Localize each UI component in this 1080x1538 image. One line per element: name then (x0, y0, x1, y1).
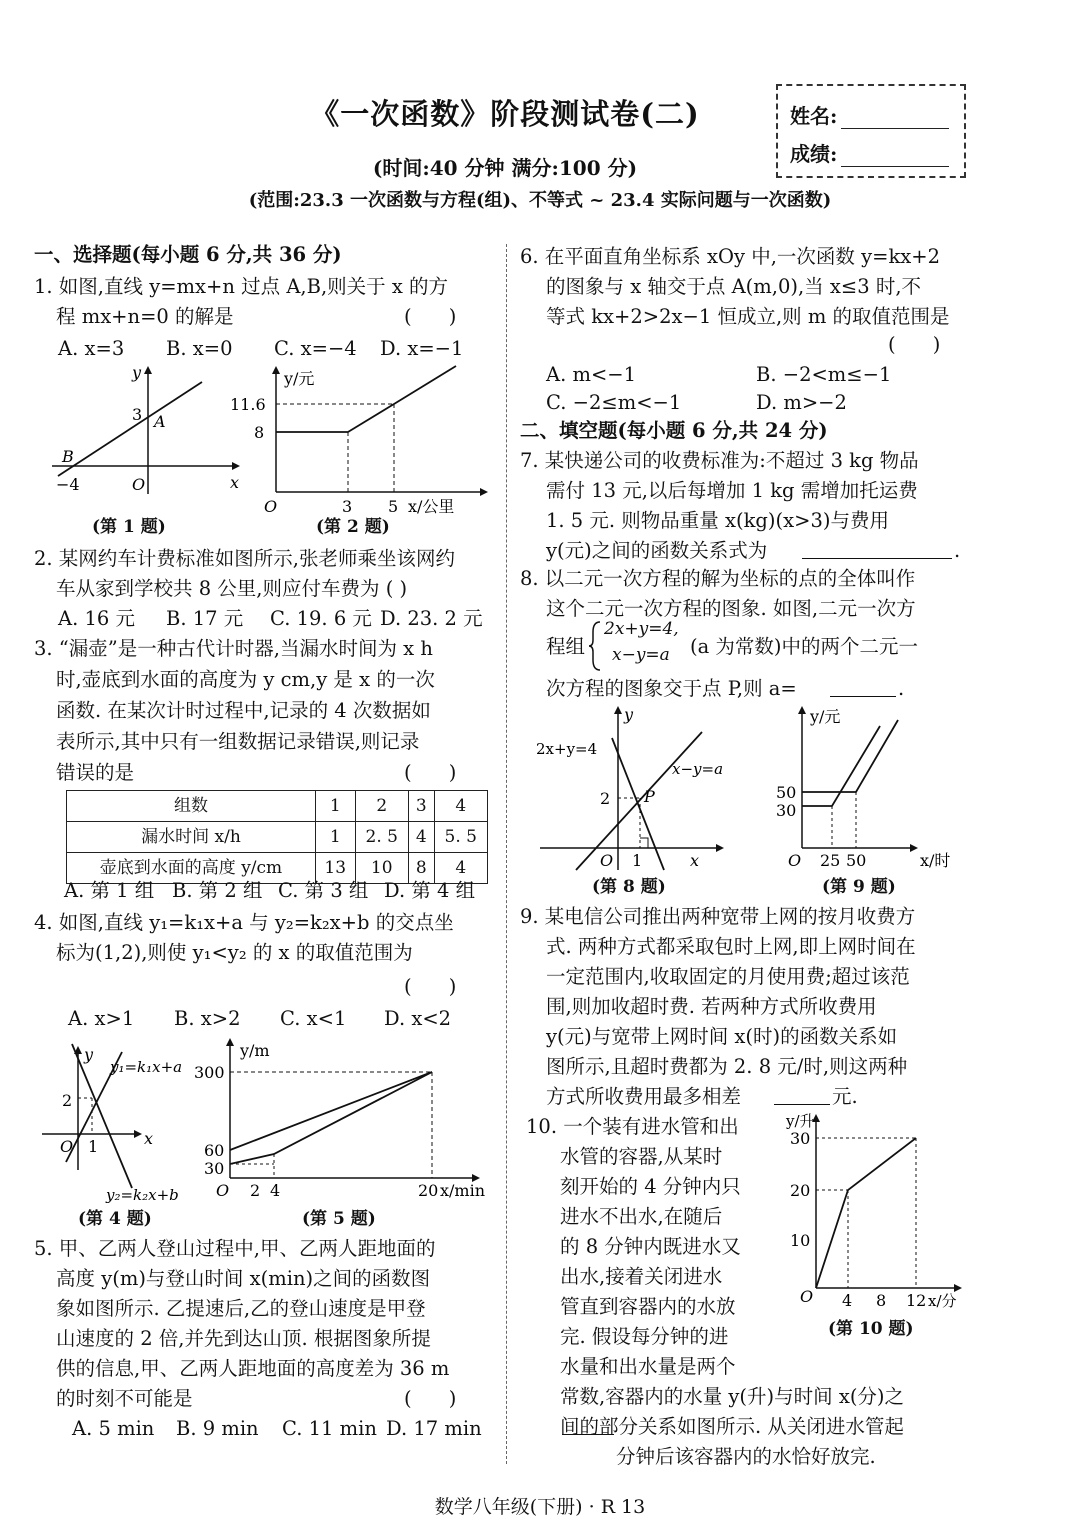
fig4-tick-1: 1 (88, 1137, 99, 1156)
q10-line8: 完. 假设每分钟的进 (560, 1325, 729, 1348)
q5-option-d[interactable]: D. 17 min (386, 1417, 482, 1440)
q8-brace (588, 620, 602, 672)
q8-line3a: 程组 (546, 635, 586, 658)
figure-4 (40, 1040, 210, 1205)
q5-line6: 的时刻不可能是 (56, 1387, 193, 1410)
q5-line1: 5. 甲、乙两人登山过程中,甲、乙两人距地面的 (34, 1237, 436, 1260)
fig10-tick-20: 20 (790, 1181, 811, 1200)
q4-option-c[interactable]: C. x<1 (280, 1007, 347, 1030)
fig8-tick-2: 2 (600, 789, 611, 808)
q10-line3: 刻开始的 4 分钟内只 (560, 1175, 741, 1198)
figure-5 (194, 1036, 498, 1201)
table-cell: 2. 5 (355, 822, 408, 853)
q5-line5: 供的信息,甲、乙两人距地面的高度差为 36 m (56, 1357, 450, 1380)
q10-answer-blank[interactable] (562, 1434, 614, 1435)
fig10-y-label: y/升 (786, 1112, 815, 1130)
q2-option-c[interactable]: C. 19. 6 元 (270, 607, 372, 630)
figure-1 (52, 364, 242, 504)
q8-answer-blank[interactable] (830, 696, 896, 697)
fig5-tick-4: 4 (270, 1181, 281, 1200)
q5-option-c[interactable]: C. 11 min (282, 1417, 377, 1440)
q9-caption: (第 9 题) (822, 877, 896, 897)
q10-line4: 进水不出水,在随后 (560, 1205, 723, 1228)
q7-line3: 1. 5 元. 则物品重量 x(kg)(x>3)与费用 (546, 509, 889, 532)
fig5-y-arrow (226, 1038, 234, 1046)
q3-line3: 函数. 在某次计时过程中,记录的 4 次数据如 (56, 699, 431, 722)
fig8-y-label: y (624, 705, 634, 724)
fig5-tick-30: 30 (204, 1159, 225, 1178)
table-cell: 4 (408, 822, 434, 853)
q5-line3: 象如图所示. 乙提速后,乙的登山速度是甲登 (56, 1297, 426, 1320)
q10-line10: 常数,容器内的水量 y(升)与时间 x(分)之 (560, 1385, 905, 1408)
fig4-x-arrow (134, 1130, 142, 1138)
q6-option-b[interactable]: B. −2<m≤−1 (756, 363, 892, 386)
q3-option-a[interactable]: A. 第 1 组 (64, 879, 155, 902)
fig9-y-label: y/元 (810, 707, 841, 726)
q8-eq2: x−y=a (612, 645, 670, 665)
fig8-label-eq2: x−y=a (672, 760, 724, 778)
fig9-tick-25: 25 (820, 851, 841, 870)
table-cell: 3 (408, 791, 434, 822)
q1-line1: 1. 如图,直线 y=mx+n 过点 A,B,则关于 x 的方 (34, 275, 449, 298)
fig10-tick-4: 4 (842, 1291, 853, 1310)
q1-option-d[interactable]: D. x=−1 (380, 337, 464, 360)
fig8-x-arrow (716, 844, 724, 852)
q4-caption: (第 4 题) (78, 1209, 152, 1229)
q1-line2: 程 mx+n=0 的解是 (56, 305, 234, 328)
q3-line1: 3. “漏壶”是一种古代计时器,当漏水时间为 x h (34, 637, 433, 660)
fig2-y-arrow (272, 366, 280, 374)
q9-line5: y(元)与宽带上网时间 x(时)的函数关系如 (546, 1025, 898, 1048)
q10-line1: 10. 一个装有进水管和出 (526, 1115, 739, 1138)
q4-option-a[interactable]: A. x>1 (68, 1007, 135, 1030)
fig9-tick-50: 50 (776, 783, 797, 802)
q3-option-c[interactable]: C. 第 3 组 (278, 879, 369, 902)
fig9-x-arrow (910, 844, 918, 852)
score-label: 成绩: (790, 142, 838, 166)
q4-answer-paren[interactable]: ( ) (404, 975, 457, 998)
q2-line2: 车从家到学校共 8 公里,则应付车费为 ( ) (56, 577, 408, 600)
q5-line2: 高度 y(m)与登山时间 x(min)之间的函数图 (56, 1267, 431, 1290)
page-title: 《一次函数》阶段测试卷(二) (310, 97, 700, 131)
fig1-tick-neg4: −4 (56, 475, 80, 494)
fig8-label-eq1: 2x+y=4 (536, 740, 598, 758)
fig10-x-label: x/分 (928, 1292, 957, 1310)
q7-line1: 7. 某快递公司的收费标准为:不超过 3 kg 物品 (520, 449, 919, 472)
fig9-tick-30: 30 (776, 801, 797, 820)
fig2-x-arrow (480, 488, 488, 496)
q10-line6: 出水,接着关闭进水 (560, 1265, 723, 1288)
figure-10 (776, 1108, 972, 1308)
q10-line12: 分钟后该容器内的水恰好放完. (616, 1445, 876, 1468)
fig10-tick-12: 12 (906, 1291, 927, 1310)
fig2-x-label: x/公里 (408, 497, 455, 516)
name-row (790, 100, 949, 129)
q9-unit: 元. (832, 1085, 858, 1108)
table-cell: 壶底到水面的高度 y/cm (67, 853, 316, 884)
q5-option-a[interactable]: A. 5 min (72, 1417, 155, 1440)
fig8-y-arrow (614, 706, 622, 714)
q4-option-b[interactable]: B. x>2 (174, 1007, 241, 1030)
fig9-line-b (802, 720, 898, 792)
fig2-tick-3: 3 (342, 497, 353, 516)
q5-option-b[interactable]: B. 9 min (176, 1417, 259, 1440)
fig4-x-label: x (144, 1129, 154, 1148)
fig5-tick-20: 20 (418, 1181, 439, 1200)
fig5-tick-2: 2 (250, 1181, 261, 1200)
fig10-tick-30: 30 (790, 1129, 811, 1148)
section2-title: 二、填空题(每小题 6 分,共 24 分) (520, 419, 828, 442)
fig2-tick-5: 5 (388, 497, 399, 516)
q4-line2: 标为(1,2),则使 y₁<y₂ 的 x 的取值范围为 (56, 941, 413, 964)
page-footer: 数学八年级(下册) · R 13 (434, 1496, 646, 1518)
q1-caption: (第 1 题) (92, 517, 166, 537)
q1-option-b[interactable]: B. x=0 (166, 337, 233, 360)
q5-line4: 山速度的 2 倍,并先到达山顶. 根据图象所提 (56, 1327, 431, 1350)
fig10-tick-8: 8 (876, 1291, 887, 1310)
q5-caption: (第 5 题) (302, 1209, 376, 1229)
q9-line3: 一定范围内,收取固定的月使用费;超过该范 (546, 965, 910, 988)
fig1-origin: O (132, 475, 146, 494)
fig2-tick-11-6: 11.6 (230, 395, 266, 414)
q3-option-b[interactable]: B. 第 2 组 (172, 879, 263, 902)
q1-option-c[interactable]: C. x=−4 (274, 337, 357, 360)
table-cell: 13 (316, 853, 356, 884)
q9-line2: 式. 两种方式都采取包时上网,即上网时间在 (546, 935, 916, 958)
score-row (790, 138, 949, 167)
score-blank[interactable] (841, 148, 949, 167)
q6-option-a[interactable]: A. m<−1 (546, 363, 637, 386)
q9-line1: 9. 某电信公司推出两种宽带上网的按月收费方 (520, 905, 916, 928)
q6-answer-paren[interactable]: ( ) (888, 333, 941, 356)
q3-option-d[interactable]: D. 第 4 组 (384, 879, 476, 902)
left-column (34, 240, 494, 1490)
fig1-point-a: A (154, 412, 166, 431)
section1-title: 一、选择题(每小题 6 分,共 36 分) (34, 243, 342, 266)
fig2-origin: O (264, 497, 278, 516)
figure-8 (536, 702, 736, 872)
name-score-box (776, 84, 966, 178)
q3-line5: 错误的是 (56, 761, 135, 784)
table-row (67, 791, 488, 822)
q8-period: . (898, 677, 905, 700)
fig10-line (816, 1138, 916, 1288)
fig9-line-a (802, 726, 880, 806)
table-cell: 4 (434, 791, 487, 822)
name-label: 姓名: (790, 104, 838, 128)
q2-option-a[interactable]: A. 16 元 (58, 607, 135, 630)
q8-line1: 8. 以二元一次方程的解为坐标的点的全体叫作 (520, 567, 916, 590)
q2-option-d[interactable]: D. 23. 2 元 (380, 607, 483, 630)
fig8-tick-1: 1 (632, 851, 643, 870)
fig4-label-y2: y₂=k₂x+b (106, 1186, 179, 1204)
right-column (520, 240, 970, 1490)
q10-line5: 的 8 分钟内既进水又 (560, 1235, 741, 1258)
table-cell: 组数 (67, 791, 316, 822)
q7-answer-blank[interactable] (802, 558, 952, 559)
q4-option-d[interactable]: D. x<2 (384, 1007, 452, 1030)
q7-period: . (954, 539, 961, 562)
q3-line4: 表所示,其中只有一组数据记录错误,则记录 (56, 730, 420, 753)
fig8-right-angle (640, 838, 648, 848)
q5-answer-paren[interactable]: ( ) (404, 1387, 457, 1410)
fig8-x-label: x (690, 851, 700, 870)
q6-option-d[interactable]: D. m>−2 (756, 391, 847, 414)
q10-line11: 间的部分关系如图所示. 从关闭进水管起 (560, 1415, 904, 1438)
q8-caption: (第 8 题) (592, 877, 666, 897)
fig5-line-jia (230, 1072, 432, 1150)
fig9-tick-50x: 50 (846, 851, 867, 870)
table-cell: 5. 5 (434, 822, 487, 853)
q3-line2: 时,壶底到水面的高度为 y cm,y 是 x 的一次 (56, 668, 435, 691)
fig8-origin: O (600, 851, 614, 870)
q10-caption: (第 10 题) (828, 1319, 914, 1339)
q8-line3b: (a 为常数)中的两个二元一 (690, 635, 919, 658)
figure-9 (770, 702, 970, 872)
table-cell: 4 (434, 853, 487, 884)
q2-caption: (第 2 题) (316, 517, 390, 537)
q9-answer-blank[interactable] (774, 1104, 830, 1105)
fig10-tick-10: 10 (790, 1231, 811, 1250)
table-cell: 10 (355, 853, 408, 884)
fig1-tick-3: 3 (132, 405, 143, 424)
fig1-line (58, 382, 202, 476)
q6-option-c[interactable]: C. −2≤m<−1 (546, 391, 682, 414)
q9-line7: 方式所收费用最多相差 (546, 1085, 742, 1108)
fig8-point-p: P (644, 787, 655, 806)
q3-table (66, 790, 488, 884)
fig10-x-arrow (954, 1284, 962, 1292)
q2-option-b[interactable]: B. 17 元 (166, 607, 244, 630)
fig2-tick-8: 8 (254, 423, 265, 442)
q6-line1: 6. 在平面直角坐标系 xOy 中,一次函数 y=kx+2 (520, 245, 941, 268)
fig1-y-label: y (132, 363, 142, 382)
q4-line1: 4. 如图,直线 y₁=k₁x+a 与 y₂=k₂x+b 的交点坐 (34, 911, 454, 934)
fig4-origin: O (60, 1137, 74, 1156)
fig4-tick-2: 2 (62, 1091, 73, 1110)
table-row (67, 822, 488, 853)
name-blank[interactable] (841, 110, 949, 129)
fig9-x-label: x/时 (920, 851, 951, 870)
q8-eq1: 2x+y=4, (604, 619, 679, 639)
q9-line6: 图所示,且超时费都为 2. 8 元/时,则这两种 (546, 1055, 908, 1078)
q7-line4: y(元)之间的函数关系式为 (546, 539, 768, 562)
scope-info: (范围:23.3 一次函数与方程(组)、不等式 ~ 23.4 实际问题与一次函数) (248, 190, 832, 211)
q2-line1: 2. 某网约车计费标准如图所示,张老师乘坐该网约 (34, 547, 456, 570)
table-cell: 1 (316, 791, 356, 822)
fig9-origin: O (788, 851, 802, 870)
q6-line3: 等式 kx+2>2x−1 恒成立,则 m 的取值范围是 (546, 305, 950, 328)
fig5-tick-300: 300 (194, 1063, 225, 1082)
q9-line4: 围,则加收超时费. 若两种方式所收费用 (546, 995, 877, 1018)
q1-answer-paren[interactable]: ( ) (404, 305, 457, 328)
fig5-origin: O (216, 1181, 230, 1200)
fig10-origin: O (800, 1287, 814, 1306)
q8-line2: 这个二元一次方程的图象. 如图,二元一次方 (546, 597, 916, 620)
table-cell: 8 (408, 853, 434, 884)
q6-line2: 的图象与 x 轴交于点 A(m,0),当 x≤3 时,不 (546, 275, 922, 298)
fig4-y-label: y (84, 1045, 94, 1064)
fig1-y-arrow (144, 366, 152, 374)
table-cell: 1 (316, 822, 356, 853)
fig5-line-yi (230, 1072, 432, 1164)
table-cell: 2 (355, 791, 408, 822)
q7-line2: 需付 13 元,以后每增加 1 kg 需增加托运费 (546, 479, 918, 502)
q10-line7: 管直到容器内的水放 (560, 1295, 736, 1318)
q1-option-a[interactable]: A. x=3 (58, 337, 125, 360)
q3-answer-paren[interactable]: ( ) (404, 761, 457, 784)
fig2-y-label: y/元 (284, 369, 315, 388)
figure-2 (230, 364, 494, 514)
table-cell: 漏水时间 x/h (67, 822, 316, 853)
column-divider (506, 244, 507, 1464)
fig1-x-label: x (230, 473, 240, 492)
q10-line2: 水管的容器,从某时 (560, 1145, 723, 1168)
fig4-label-y1: y₁=k₁x+a (110, 1058, 183, 1076)
q8-line4: 次方程的图象交于点 P,则 a= (546, 677, 797, 700)
fig5-tick-60: 60 (204, 1141, 225, 1160)
fig1-point-b: B (62, 447, 74, 466)
q10-line9: 水量和出水量是两个 (560, 1355, 736, 1378)
fig9-y-arrow (798, 706, 806, 714)
fig5-y-label: y/m (240, 1041, 270, 1060)
fig5-x-label: x/min (440, 1181, 486, 1200)
time-info: (时间:40 分钟 满分:100 分) (372, 156, 638, 180)
